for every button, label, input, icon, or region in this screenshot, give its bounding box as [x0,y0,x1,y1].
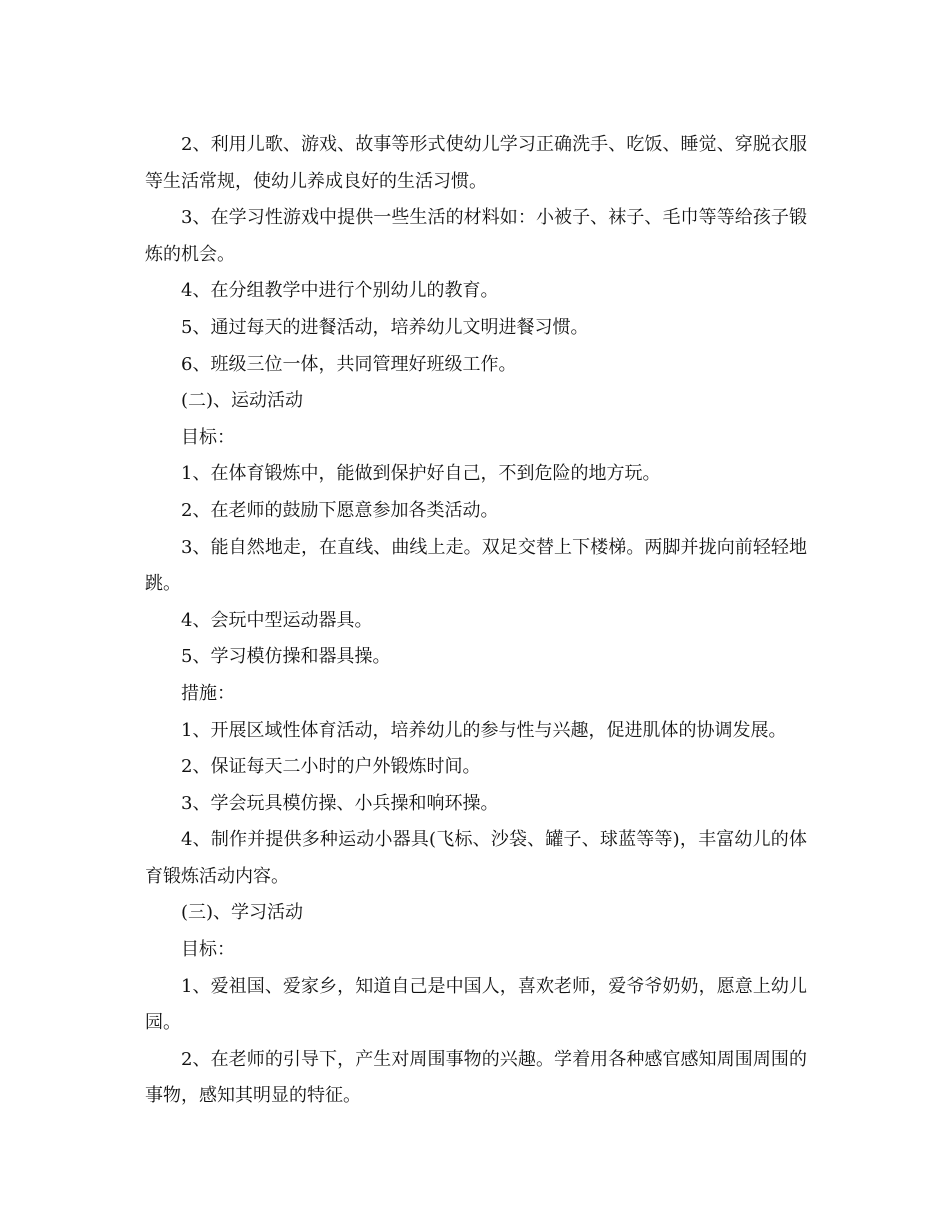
paragraph-sports-measure-4: 4、制作并提供多种运动小器具(飞标、沙袋、罐子、球蓝等等)，丰富幼儿的体育锻炼活动内容。 [145,829,807,887]
paragraph-sports-measure-3: 3、学会玩具模仿操、小兵操和响环操。 [181,792,499,814]
document-body [145,127,807,1115]
paragraph-life-routine: 2、利用儿歌、游戏、故事等形式使幼儿学习正确洗手、吃饭、睡觉、穿脱衣服等生活常规，使幼儿养成良好的生活习惯。 [145,134,807,192]
paragraph-sports-goal-3: 3、能自然地走，在直线、曲线上走。双足交替上下楼梯。两脚并拢向前轻轻地跳。 [145,536,807,595]
label-measures-sports: 措施： [181,682,235,704]
section-heading-sports: (二)、运动活动 [181,390,304,412]
label-goals-learning: 目标： [181,939,235,961]
paragraph-meal-habits: 5、通过每天的进餐活动，培养幼儿文明进餐习惯。 [181,316,589,338]
label-goals-sports: 目标： [181,426,235,448]
paragraph-sports-goal-4: 4、会玩中型运动器具。 [181,609,373,631]
paragraph-learning-goal-2: 2、在老师的引导下，产生对周围事物的兴趣。学着用各种感官感知周围周围的事物，感知其明显的特征。 [145,1048,807,1107]
paragraph-sports-measure-1: 1、开展区域性体育活动，培养幼儿的参与性与兴趣，促进肌体的协调发展。 [181,719,787,741]
paragraph-class-management: 6、班级三位一体，共同管理好班级工作。 [181,353,517,375]
paragraph-group-teaching: 4、在分组教学中进行个别幼儿的教育。 [181,280,499,302]
paragraph-learning-goal-1: 1、爱祖国、爱家乡，知道自己是中国人，喜欢老师，爱爷爷奶奶，愿意上幼儿园。 [145,975,807,1034]
paragraph-learning-games: 3、在学习性游戏中提供一些生活的材料如：小被子、袜子、毛巾等等给孩子锻炼的机会。 [145,207,807,265]
paragraph-sports-goal-2: 2、在老师的鼓励下愿意参加各类活动。 [181,499,499,521]
section-heading-learning: (三)、学习活动 [181,902,304,924]
paragraph-sports-measure-2: 2、保证每天二小时的户外锻炼时间。 [181,756,481,778]
paragraph-sports-goal-5: 5、学习模仿操和器具操。 [181,646,391,668]
paragraph-sports-goal-1: 1、在体育锻炼中，能做到保护好自己，不到危险的地方玩。 [181,463,661,485]
